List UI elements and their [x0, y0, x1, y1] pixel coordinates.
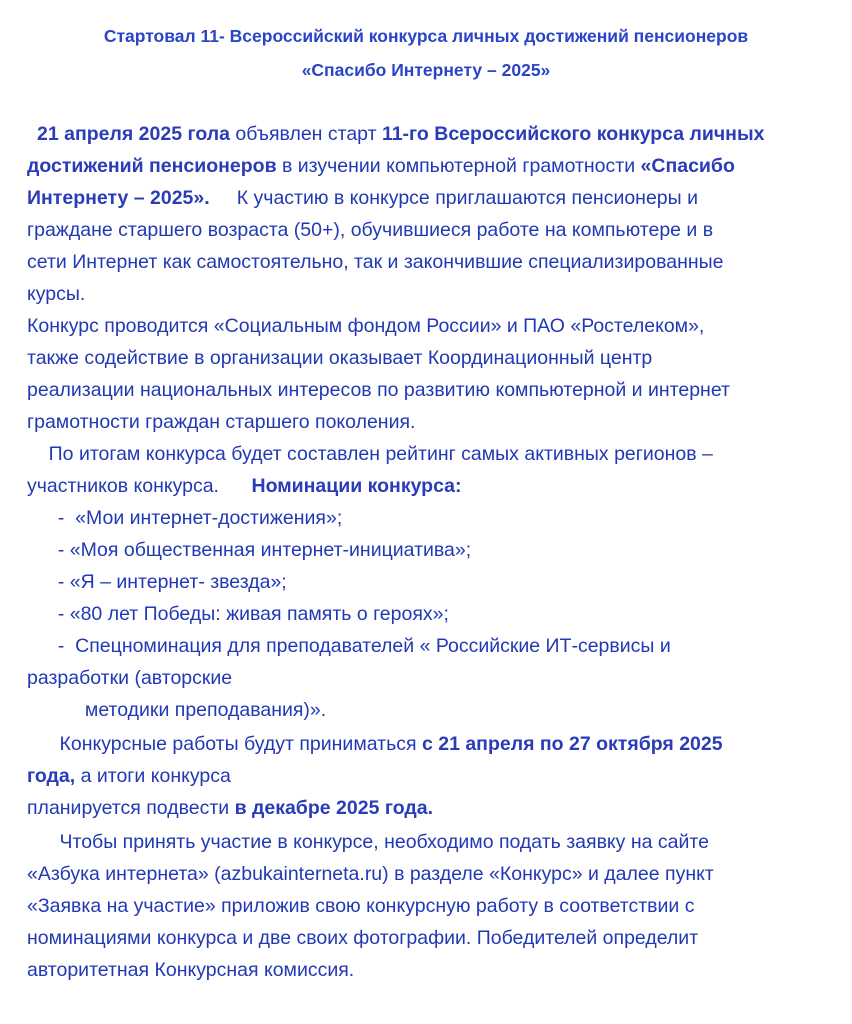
paragraph4-text-c: планируется подвести [27, 797, 235, 819]
nomination-cont-line-1: разработки (авторские [27, 667, 233, 689]
paragraph1-line-3 [27, 182, 698, 214]
nomination-item: - «Моя общественная интернет-инициатива»; [47, 539, 472, 561]
paragraph1-line-6: курсы. [27, 283, 86, 305]
paragraph2-line-4: грамотности граждан старшего поколения. [27, 411, 416, 433]
paragraph1-text-c: К участию в конкурсе приглашаются пенсионеры и [209, 187, 698, 209]
paragraph1-line-5: сети Интернет как самостоятельно, так и закончившие специализированные [27, 251, 724, 273]
paragraph2-line-2: также содействие в организации оказывает Координационный центр [27, 347, 653, 369]
paragraph3-text: участников конкурса. [27, 475, 252, 497]
paragraph5-line-3: «Заявка на участие» приложив свою конкурсную работу в соответствии с [27, 895, 695, 917]
paragraph5-line-5: авторитетная Конкурсная комиссия. [27, 959, 355, 981]
paragraph1-text-a: объявлен старт [230, 123, 382, 145]
paragraph1-line-4: граждане старшего возраста (50+), обучившиеся работе на компьютере и в [27, 219, 714, 241]
title-line-1: Стартовал 11- Всероссийский конкурса личных достижений пенсионеров [103, 26, 749, 46]
contest-title-1: «Спасибо [640, 155, 735, 177]
paragraph5-line-4: номинациями конкурса и две своих фотографии. Победителей определит [27, 927, 699, 949]
results-date: в декабре 2025 года. [234, 797, 433, 819]
nominations-heading: Номинации конкурса: [251, 475, 462, 497]
paragraph2-line-3: реализации национальных интересов по развитию компьютерной и интернет [27, 379, 730, 401]
paragraph4-line-3 [27, 792, 433, 824]
nomination-item: - «Я – интернет- звезда»; [47, 571, 287, 593]
contest-name-2: достижений пенсионеров [27, 155, 277, 177]
paragraph1-line-1 [37, 118, 764, 150]
paragraph5-line-2: «Азбука интернета» (azbukainterneta.ru) в разделе «Конкурс» и далее пункт [27, 863, 714, 885]
nomination-item: - «80 лет Победы: живая память о героях»; [47, 603, 449, 625]
submission-dates: с 21 апреля по 27 октября 2025 [421, 733, 723, 755]
paragraph1-line-2 [27, 150, 735, 182]
nomination-item: - «Мои интернет-достижения»; [47, 507, 343, 529]
paragraph1-text-b: в изучении компьютерной грамотности [276, 155, 641, 177]
paragraph4-line-2 [27, 760, 231, 792]
contest-title-2: Интернету – 2025». [27, 187, 210, 209]
nomination-item: - Спецноминация для преподавателей « Российские ИТ-сервисы и [47, 635, 671, 657]
start-date: 21 апреля 2025 гола [37, 123, 230, 145]
paragraph3-line-2 [27, 470, 462, 502]
paragraph4-line-1 [27, 728, 723, 760]
paragraph5-line-1: Чтобы принять участие в конкурсе, необходимо подать заявку на сайте [27, 831, 709, 853]
title-line-2: «Спасибо Интернету – 2025» [301, 60, 551, 80]
paragraph2-line-1: Конкурс проводится «Социальным фондом России» и ПАО «Ростелеком», [27, 315, 705, 337]
paragraph3-line-1: По итогам конкурса будет составлен рейтинг самых активных регионов – [27, 443, 713, 465]
nomination-cont-line-2: методики преподавания)». [47, 699, 327, 721]
submission-year: года, [27, 765, 76, 787]
contest-name-1: 11-го Всероссийского конкурса личных [381, 123, 765, 145]
paragraph4-text-b: а итоги конкурса [75, 765, 231, 787]
paragraph4-text-a: Конкурсные работы будут приниматься [27, 733, 422, 755]
